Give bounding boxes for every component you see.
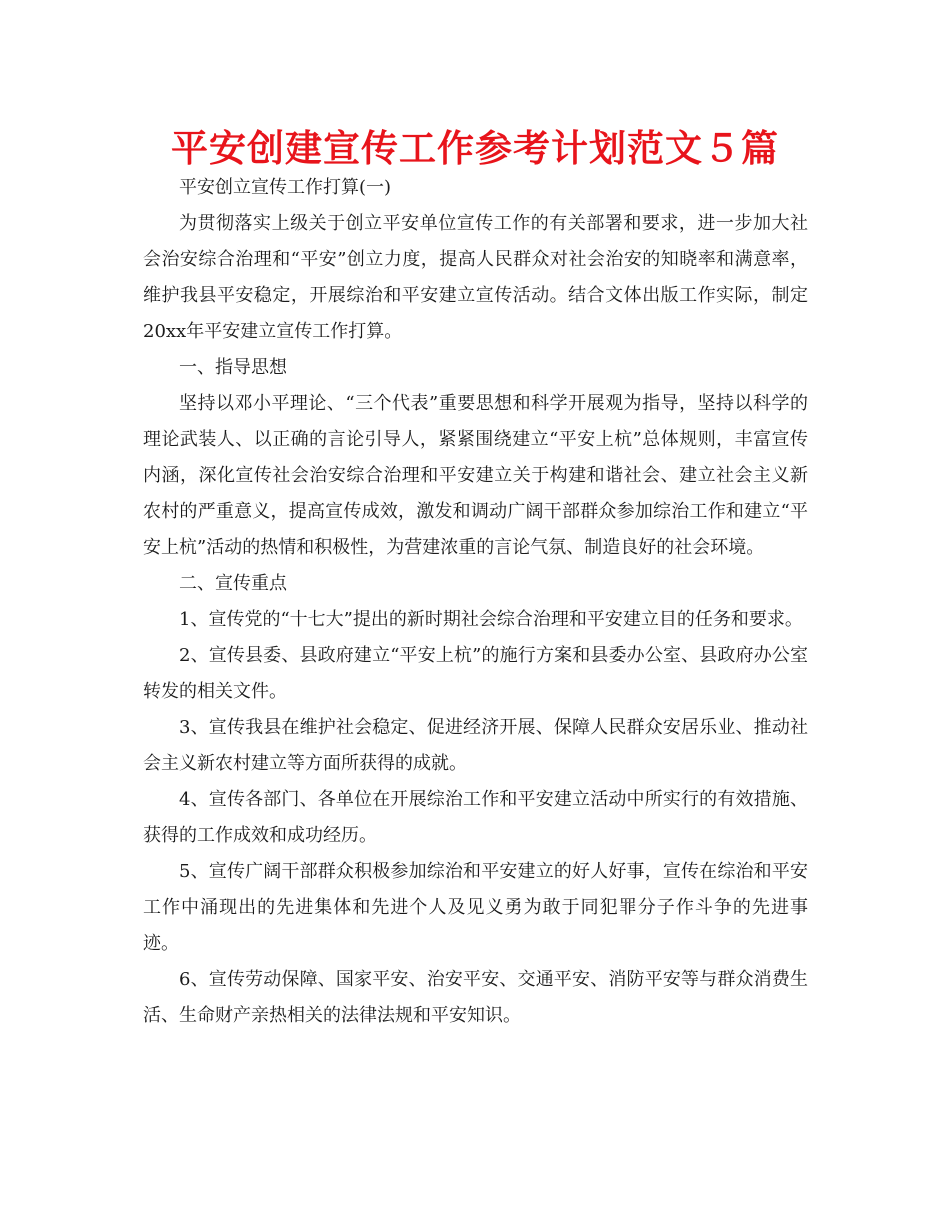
section-subtitle: 平安创立宣传工作打算(一) <box>179 177 392 198</box>
list-item: 6、宣传劳动保障、国家平安、治安平安、交通平安、消防平安等与群众消费生活、生命财产亲热相关的法律法规和平安知识。 <box>143 969 808 1026</box>
list-item: 4、宣传各部门、各单位在开展综治工作和平安建立活动中所实行的有效措施、获得的工作成效和成功经历。 <box>143 789 808 846</box>
guiding-ideology-paragraph: 坚持以邓小平理论、“三个代表”重要思想和科学开展观为指导，坚持以科学的理论武装人、以正确的言论引导人，紧紧围绕建立“平安上杭”总体规则，丰富宣传内涵，深化宣传社会治安综合治理和平安建立关于构建和谐社会、建立社会主义新农村的严重意义，提高宣传成效，激发和调动广阔干部群众参加综治工作和建立“平安上杭”活动的热情和积极性，为营建浓重的言论气氛、制造良好的社会环境。 <box>143 393 808 558</box>
section-heading-guiding-ideology: 一、指导思想 <box>179 357 287 378</box>
document-body <box>143 170 808 1034</box>
list-item: 3、宣传我县在维护社会稳定、促进经济开展、保障人民群众安居乐业、推动社会主义新农村建立等方面所获得的成就。 <box>143 717 808 774</box>
document-title: 平安创建宣传工作参考计划范文５篇 <box>171 127 779 170</box>
list-item: 5、宣传广阔干部群众积极参加综治和平安建立的好人好事，宣传在综治和平安工作中涌现出的先进集体和先进个人及见义勇为敢于同犯罪分子作斗争的先进事迹。 <box>143 861 808 954</box>
list-item: 1、宣传党的“十七大”提出的新时期社会综合治理和平安建立目的任务和要求。 <box>179 609 803 630</box>
intro-paragraph: 为贯彻落实上级关于创立平安单位宣传工作的有关部署和要求，进一步加大社会治安综合治理和“平安”创立力度，提高人民群众对社会治安的知晓率和满意率，维护我县平安稳定，开展综治和平安建立宣传活动。结合文体出版工作实际，制定20xx年平安建立宣传工作打算。 <box>143 213 808 342</box>
list-item: 2、宣传县委、县政府建立“平安上杭”的施行方案和县委办公室、县政府办公室转发的相关文件。 <box>143 645 808 702</box>
section-heading-publicity-focus: 二、宣传重点 <box>179 573 287 594</box>
